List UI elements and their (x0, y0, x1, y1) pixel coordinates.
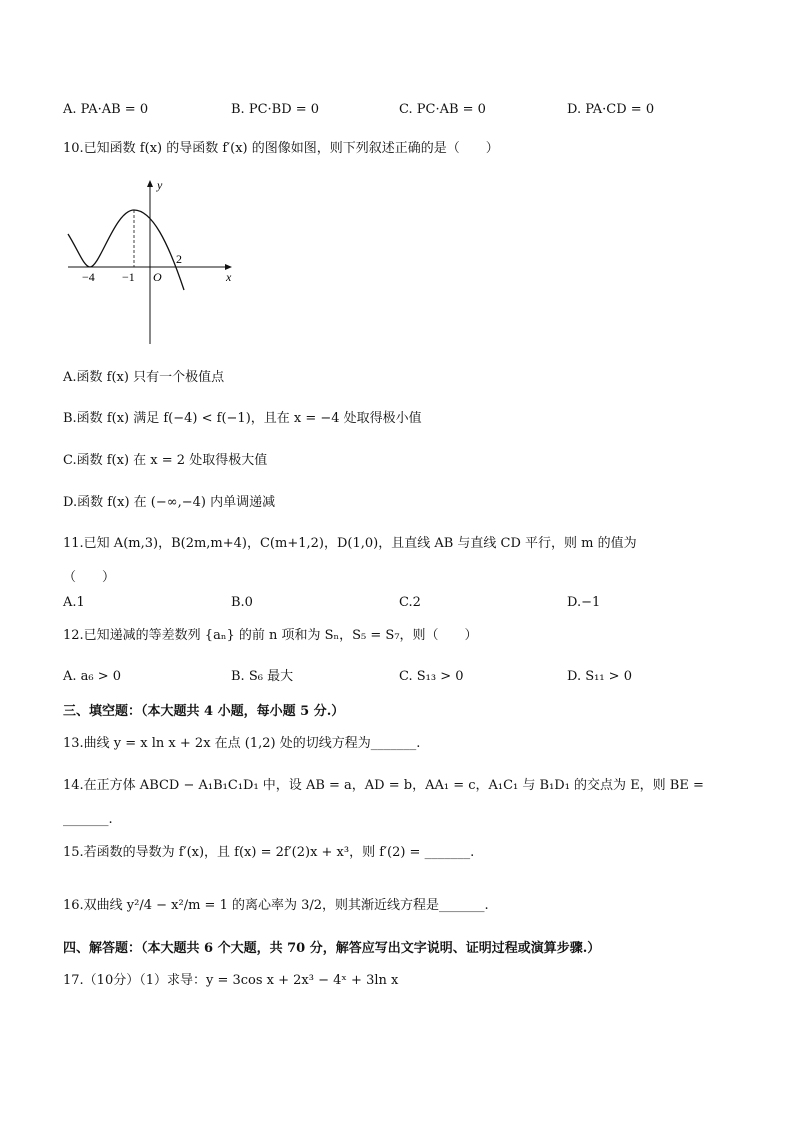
y-axis-label: y (157, 178, 163, 192)
section4-heading: 四、解答题：（本大题共 6 个大题，共 70 分，解答应写出文字说明、证明过程或演算步骤.） (63, 941, 601, 956)
prev-option-a: A. PA·AB = 0 (63, 102, 149, 117)
tick-label-neg4: −4 (82, 270, 95, 284)
q11-option-c: C.2 (399, 595, 421, 610)
q11-stem: 11.已知 A(m,3)，B(2m,m+4)，C(m+1,2)，D(1,0)，且直线 AB 与直线 CD 平行，则 m 的值为 (63, 536, 637, 551)
origin-label: O (153, 270, 162, 284)
q11-option-b: B.0 (231, 595, 253, 610)
q10-stem: 10.已知函数 f(x) 的导函数 f′(x) 的图像如图，则下列叙述正确的是（ ） (63, 141, 499, 156)
q16-text: 16.双曲线 y²/4 − x²/m = 1 的离心率为 3/2，则其渐近线方程是_______. (63, 898, 489, 913)
q12-option-a: A. a₆ > 0 (63, 669, 122, 684)
q10-option-a: A.函数 f(x) 只有一个极值点 (63, 370, 225, 385)
prev-option-c: C. PC·AB = 0 (399, 102, 486, 117)
section3-heading: 三、填空题：（本大题共 4 小题，每小题 5 分.） (63, 704, 345, 719)
prev-option-d: D. PA·CD = 0 (567, 102, 655, 117)
q11-option-d: D.−1 (567, 595, 601, 610)
q12-stem: 12.已知递减的等差数列 {aₙ} 的前 n 项和为 Sₙ，S₅ = S₇，则（ ） (63, 628, 478, 643)
prev-option-b: B. PC·BD = 0 (231, 102, 320, 117)
derivative-graph (60, 172, 250, 352)
q17-text: 17.（10分）（1）求导：y = 3cos x + 2x³ − 4ˣ + 3ln x (63, 973, 399, 988)
tick-label-neg1: −1 (122, 270, 135, 284)
q10-option-d: D.函数 f(x) 在 (−∞,−4) 内单调递减 (63, 495, 276, 510)
q11-paren: （ ） (63, 570, 116, 585)
q10-option-b: B.函数 f(x) 满足 f(−4) < f(−1)，且在 x = −4 处取得极小值 (63, 411, 422, 426)
q13-text: 13.曲线 y = x ln x + 2x 在点 (1,2) 处的切线方程为_______. (63, 736, 421, 751)
x-axis-label: x (226, 270, 232, 284)
q11-option-a: A.1 (63, 595, 85, 610)
q10-option-c: C.函数 f(x) 在 x = 2 处取得极大值 (63, 453, 268, 468)
q14-line1: 14.在正方体 ABCD − A₁B₁C₁D₁ 中，设 AB = a，AD = b，AA₁ = c，A₁C₁ 与 B₁D₁ 的交点为 E，则 BE = (63, 778, 704, 793)
q12-option-b: B. S₆ 最大 (231, 669, 294, 684)
q14-line2: _______. (63, 812, 113, 827)
q12-option-d: D. S₁₁ > 0 (567, 669, 632, 684)
q15-text: 15.若函数的导数为 f′(x)，且 f(x) = 2f′(2)x + x³，则 f′(2) = _______. (63, 845, 475, 860)
tick-label-2: 2 (176, 252, 182, 266)
y-axis-arrow-icon (147, 180, 153, 187)
q12-option-c: C. S₁₃ > 0 (399, 669, 464, 684)
